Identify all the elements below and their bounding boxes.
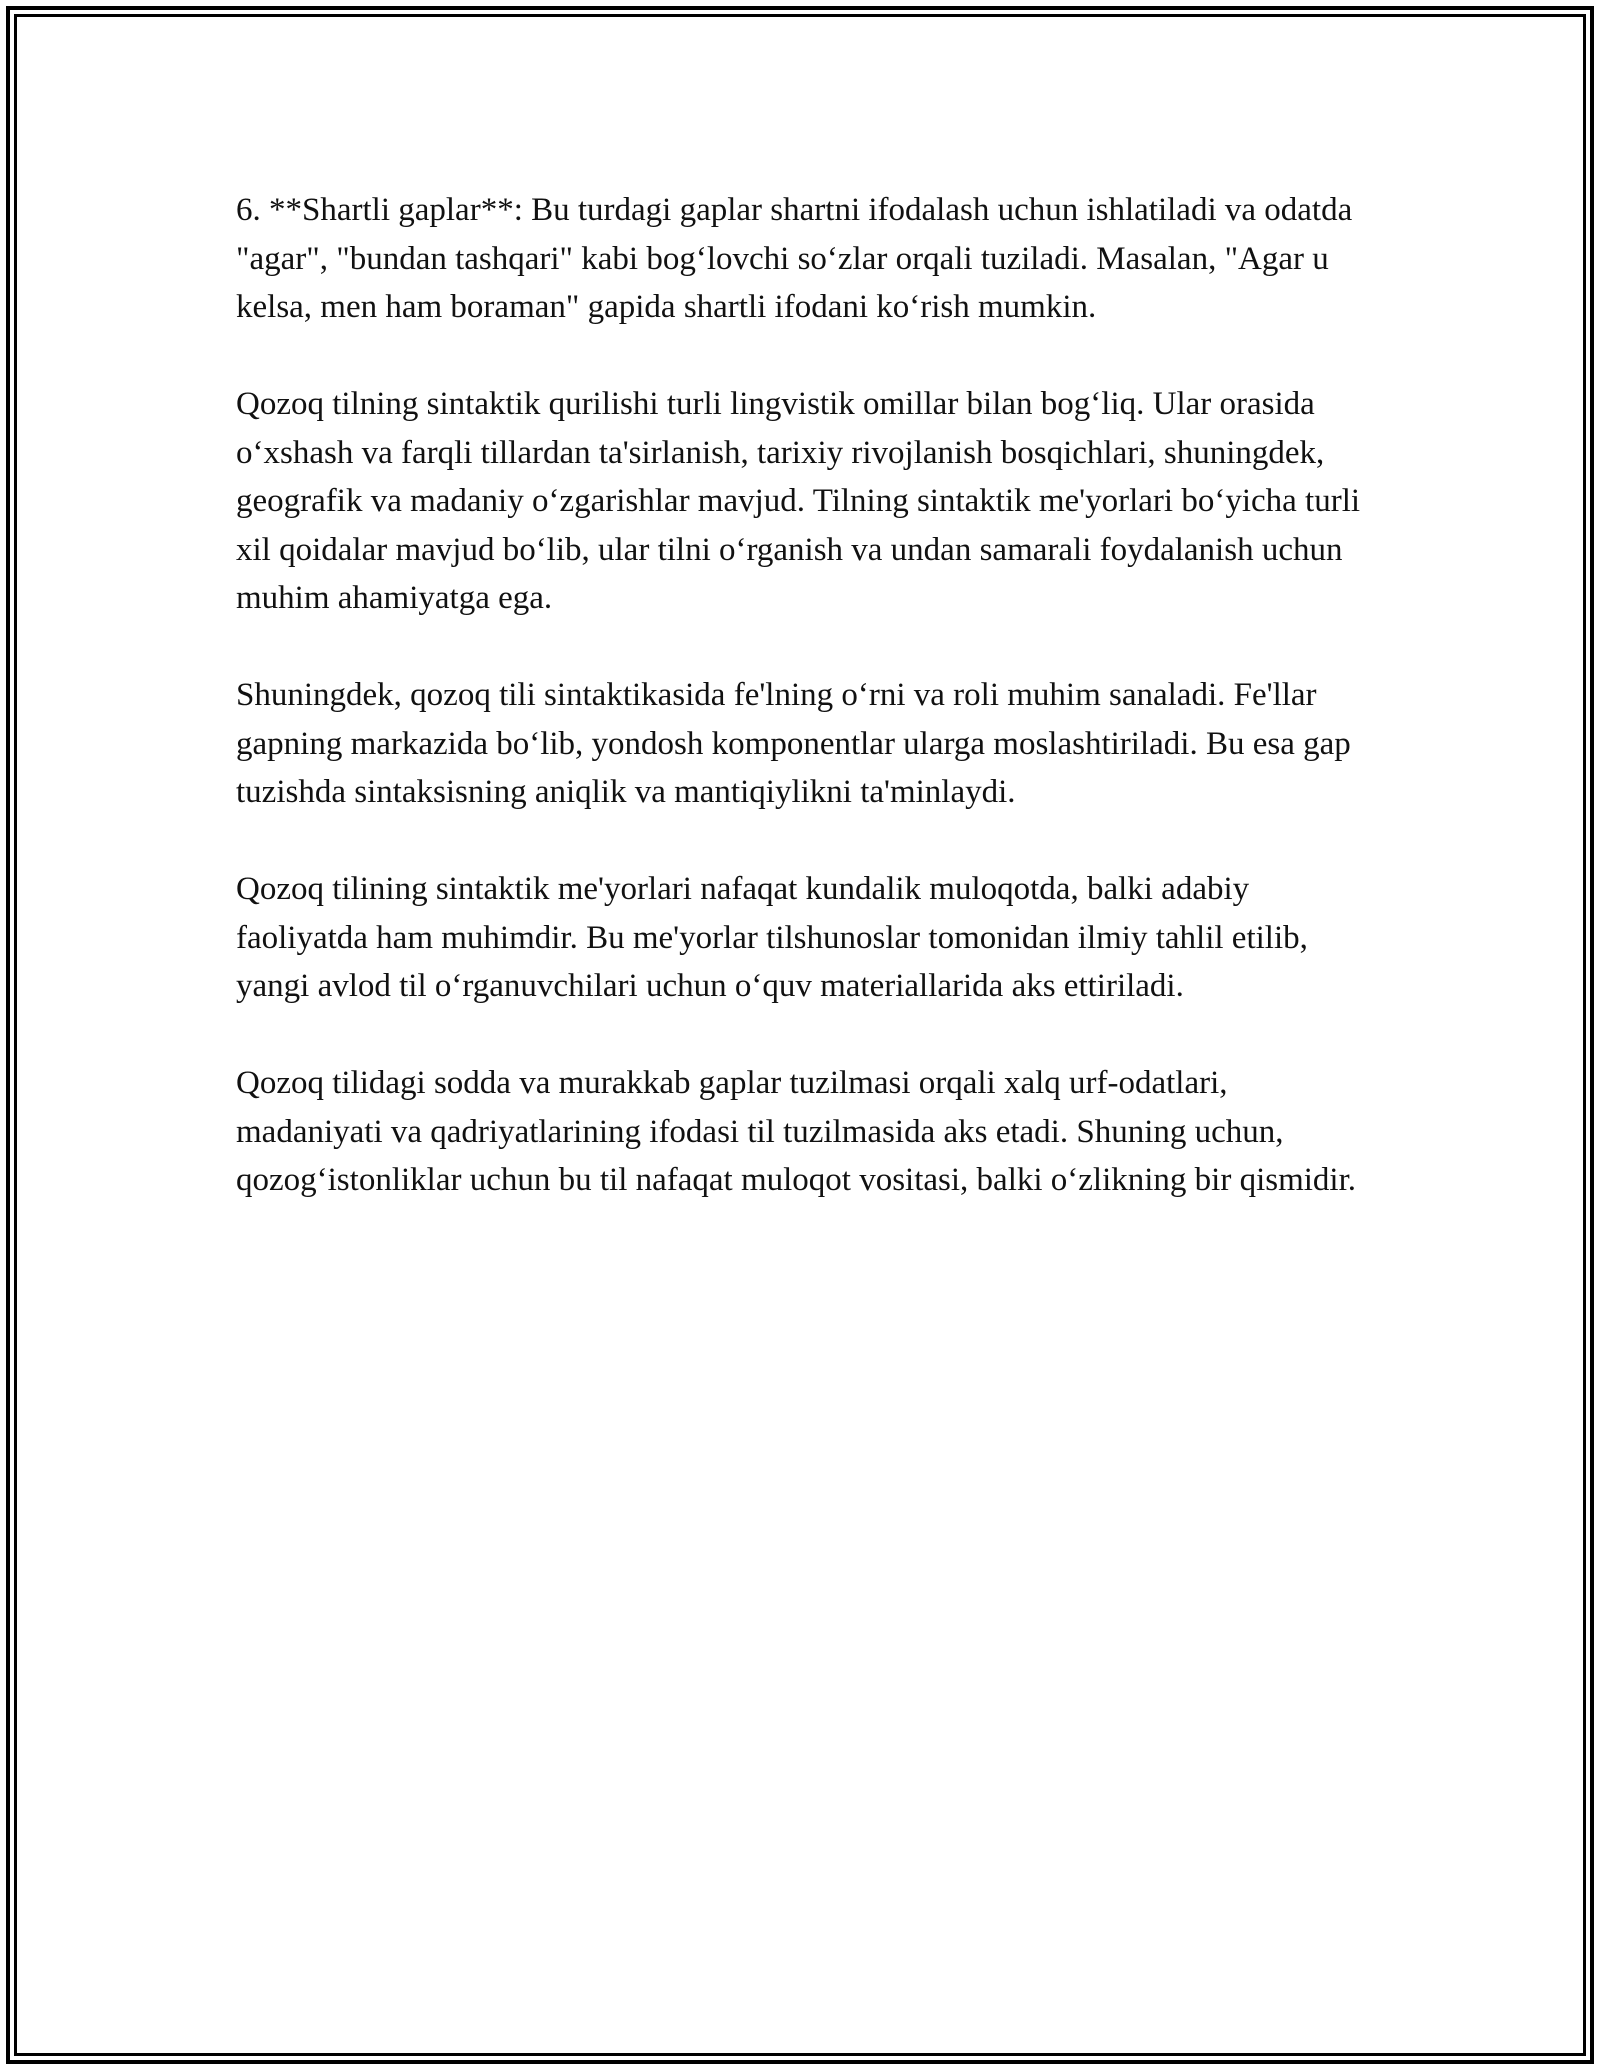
document-body (236, 186, 1376, 1253)
paragraph-culture: Qozoq tilidagi sodda va murakkab gaplar tuzilmasi orqali xalq urf-odatlari, madaniyati va qadriyatlarining ifodasi til tuzilmasida aks etadi. Shuning uchun, qozog‘istonliklar uchun bu til nafaqat muloqot vositasi, balki o‘zlikning bir qismidir. (236, 1065, 1357, 1198)
paragraph-syntactic-norms: Qozoq tilining sintaktik me'yorlari nafaqat kundalik muloqotda, balki adabiy faoliyatda ham muhimdir. Bu me'yorlar tilshunoslar tomonidan ilmiy tahlil etilib, yangi avlod til o‘rganuvchilari uchun o‘quv materiallarida aks ettiriladi. (236, 871, 1308, 1004)
paragraph-verb-role: Shuningdek, qozoq tili sintaktikasida fe'lning o‘rni va roli muhim sanaladi. Fe'llar gapning markazida bo‘lib, yondosh komponentlar ularga moslashtiriladi. Bu esa gap tuzishda sintaksisning aniqlik va mantiqiylikni ta'minlaydi. (236, 677, 1351, 810)
paragraph-conditional-sentences: 6. **Shartli gaplar**: Bu turdagi gaplar shartni ifodalash uchun ishlatiladi va odatda "agar", "bundan tashqari" kabi bog‘lovchi so‘zlar orqali tuziladi. Masalan, "Agar u kelsa, men ham boraman" gapida shartli ifodani ko‘rish mumkin. (236, 192, 1353, 325)
paragraph-syntactic-structure: Qozoq tilning sintaktik qurilishi turli lingvistik omillar bilan bog‘liq. Ular orasida o‘xshash va farqli tillardan ta'sirlanish, tarixiy rivojlanish bosqichlari, shuningdek, geografik va madaniy o‘zgarishlar mavjud. Tilning sintaktik me'yorlari bo‘yicha turli xil qoidalar mavjud bo‘lib, ular tilni o‘rganish va undan samarali foydalanish uchun muhim ahamiyatga ega. (236, 386, 1361, 616)
